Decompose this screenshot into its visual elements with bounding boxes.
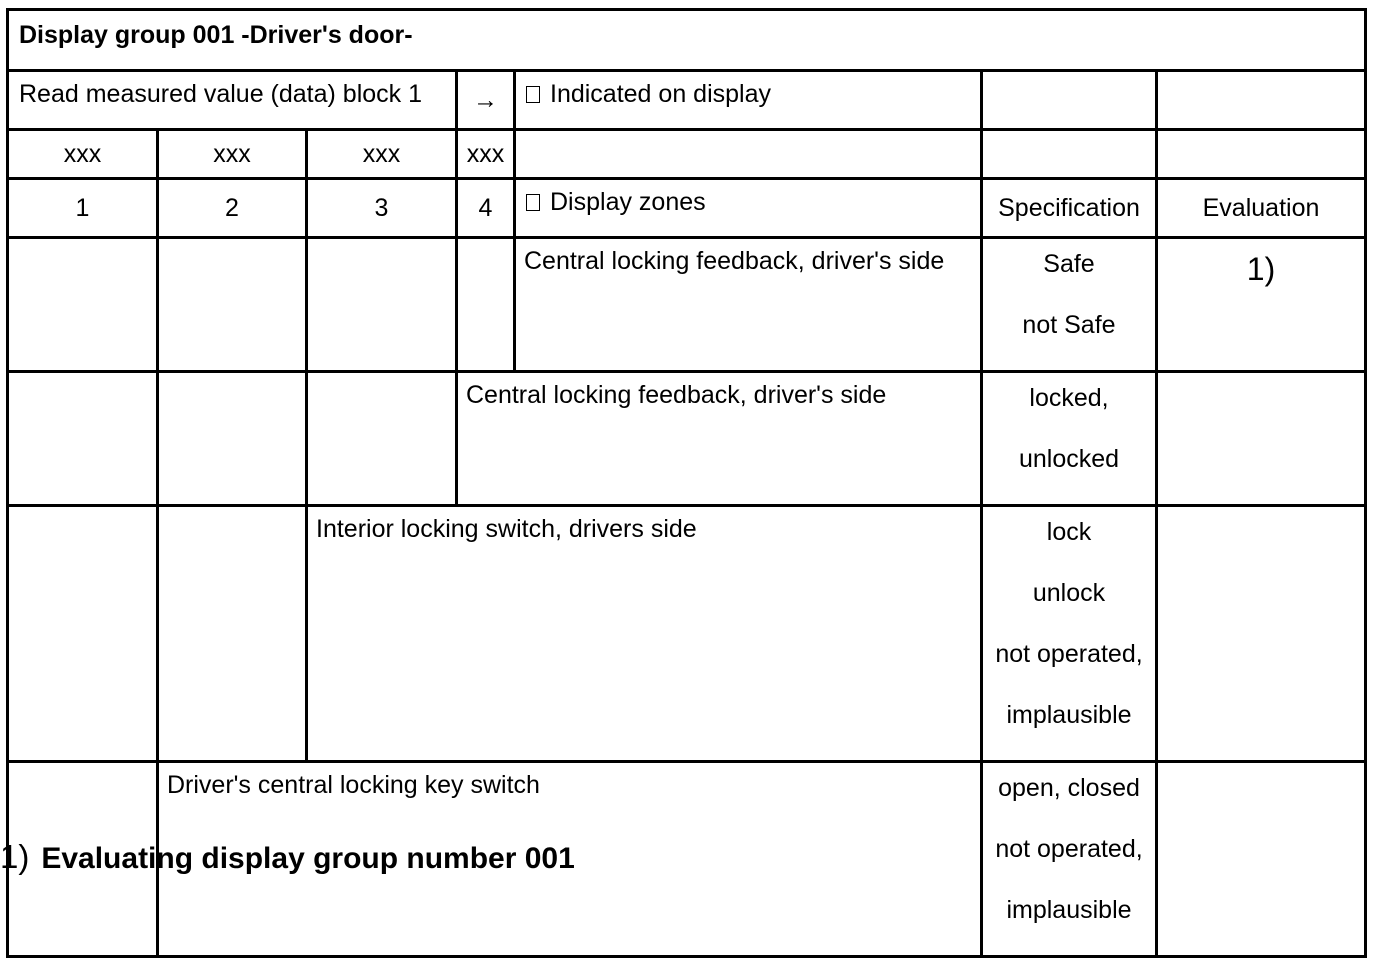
display-group-table [6,8,1367,958]
read-block-label: Read measured value (data) block 1 [8,71,457,130]
empty-cell [158,372,307,506]
indicated-on-display [515,71,982,130]
spec-value: not operated, [995,640,1143,668]
spec-value: locked, [1029,384,1109,412]
spec-value: unlock [1032,579,1106,607]
spec-value: implausible [1006,701,1132,729]
footnote-text: Evaluating display group number 001 [41,842,575,875]
empty-cell [515,130,982,179]
zone-number-4: 4 [457,179,515,238]
table-row [8,238,1366,372]
spec-value: not Safe [1022,311,1116,339]
empty-cell [8,372,158,506]
row-evaluation [1157,506,1366,762]
zone-number-2: 2 [158,179,307,238]
footnote-mark: 1) [0,838,30,875]
row-specification [982,762,1157,957]
empty-cell [457,238,515,372]
empty-cell [1157,71,1366,130]
placeholder-1: xxx [8,130,158,179]
empty-cell [982,130,1157,179]
display-zones-label: Display zones [550,188,706,216]
checkbox-square-icon [526,86,540,103]
table-row [8,372,1366,506]
zone-number-3: 3 [307,179,457,238]
empty-cell [307,238,457,372]
empty-cell [8,238,158,372]
placeholder-3: xxx [307,130,457,179]
empty-cell [158,238,307,372]
placeholder-2: xxx [158,130,307,179]
row-evaluation [1157,372,1366,506]
specification-header: Specification [982,179,1157,238]
row-description: Interior locking switch, drivers side [307,506,982,762]
spec-value: open, closed [998,774,1140,802]
display-zones-header [515,179,982,238]
placeholder-4: xxx [457,130,515,179]
empty-cell [307,372,457,506]
arrow-right-icon: → [457,71,515,130]
row-description: Central locking feedback, driver's side [515,238,982,372]
empty-cell [982,71,1157,130]
table-row [8,506,1366,762]
row-description: Central locking feedback, driver's side [457,372,982,506]
row-evaluation: 1) [1157,238,1366,372]
empty-cell [158,506,307,762]
spec-value: implausible [1006,896,1132,924]
empty-cell [8,506,158,762]
spec-value: Safe [1043,250,1095,278]
row-specification [982,372,1157,506]
row-description: Driver's central locking key switch [158,762,982,957]
indicated-label: Indicated on display [550,80,771,108]
zone-number-1: 1 [8,179,158,238]
spec-value: not operated, [995,835,1143,863]
spec-value: lock [1046,518,1092,546]
row-evaluation [1157,762,1366,957]
checkbox-square-icon [526,194,540,211]
row-specification [982,506,1157,762]
empty-cell [1157,130,1366,179]
row-specification [982,238,1157,372]
spec-value: unlocked [1018,445,1120,473]
footnote [0,838,575,876]
table-title: Display group 001 -Driver's door- [8,10,1366,71]
evaluation-header: Evaluation [1157,179,1366,238]
